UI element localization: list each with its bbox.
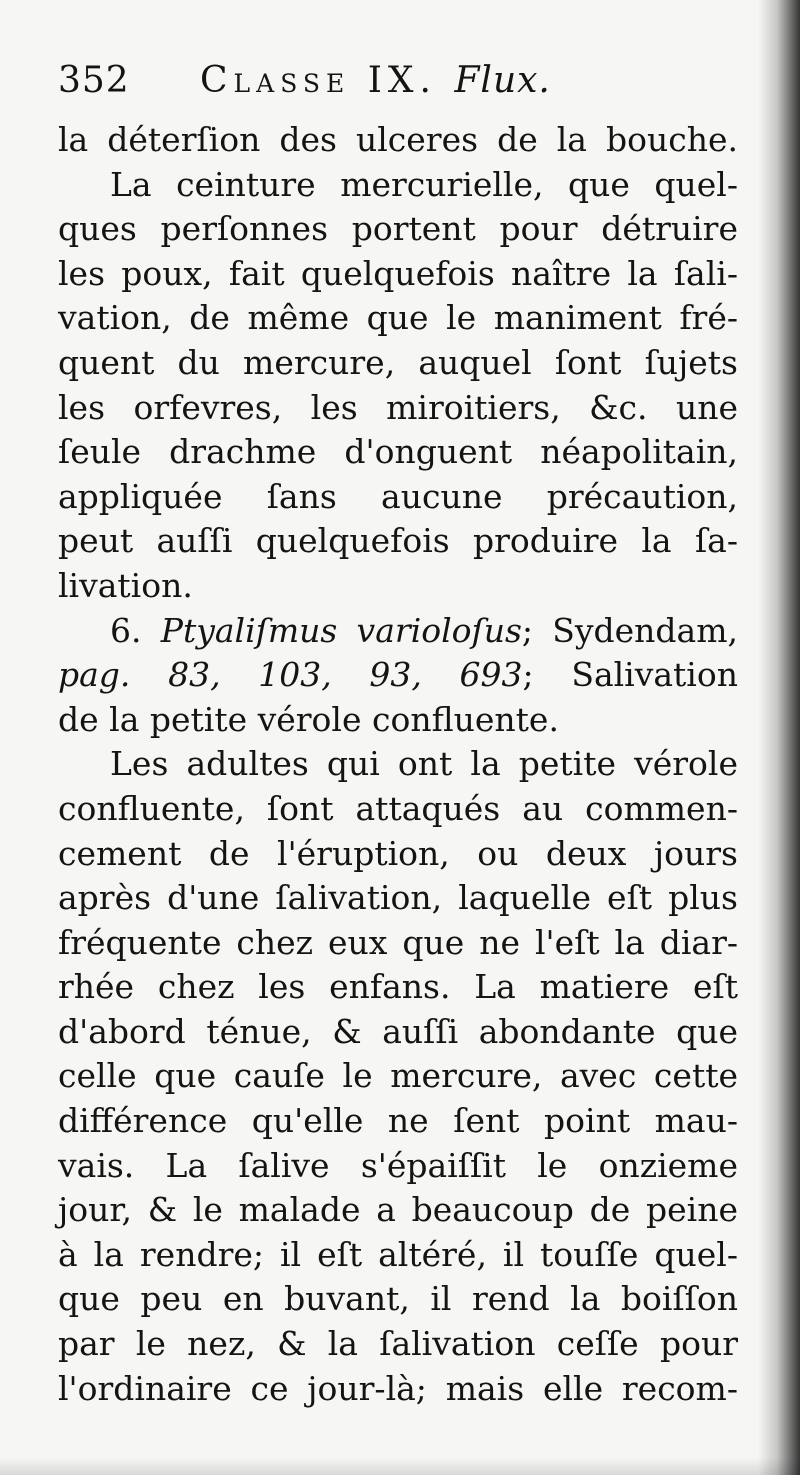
text-line: jour, & le malade a beaucoup de peine — [58, 1190, 738, 1230]
species-heading — [58, 609, 738, 654]
text-line: celle que cauſe le mercure, avec cette — [58, 1056, 738, 1096]
text-line: différence qu'elle ne ſent point mau- — [58, 1101, 738, 1141]
text-line: confluente, ſont attaqués au commen- — [58, 788, 738, 828]
text-line: La ceinture mercurielle, que quel- — [110, 164, 738, 204]
page-number: 352 — [58, 60, 130, 101]
species-reference — [58, 653, 738, 698]
text-line: livation. — [58, 565, 193, 605]
page-references: pag. 83, 103, 93, 693 — [58, 655, 523, 695]
text-line: l'ordinaire ce jour-là; mais elle recom- — [58, 1368, 738, 1408]
text-line: à la rendre; il eſt altéré, il touſſe quel- — [58, 1234, 738, 1274]
text-line: appliquée ſans aucune précaution, — [58, 476, 738, 516]
text-line: ques perſonnes portent pour détruire — [58, 209, 738, 249]
species-author: ; Sydendam, — [521, 610, 738, 650]
text-line: peut auſſi quelquefois produire la ſa- — [58, 521, 738, 561]
text-line: ſeule drachme d'onguent néapolitain, — [58, 432, 738, 472]
body-text — [58, 118, 738, 1411]
text-line: après d'une ſalivation, laquelle eſt plus — [58, 878, 738, 918]
species-latin-name: Ptyaliſmus varioloſus — [160, 610, 522, 650]
text-line: les orfevres, les miroitiers, &c. une — [58, 387, 738, 427]
text-line: que peu en buvant, il rend la boiſſon — [58, 1279, 738, 1319]
text-line: la déterſion des ulceres de la bouche. — [58, 120, 738, 159]
text-line: par le nez, & la ſalivation ceſſe pour — [58, 1324, 738, 1364]
text-line: fréquente chez eux que ne l'eſt la diar- — [58, 922, 738, 962]
text-line: d'abord ténue, & auſſi abondante que — [58, 1011, 738, 1051]
text-line: vation, de même que le maniment fré- — [58, 298, 738, 338]
text-line: Les adultes qui ont la petite vérole — [110, 744, 738, 784]
text-line: quent du mercure, auquel ſont ſujets — [58, 342, 738, 382]
text-line: rhée chez les enfans. La matiere eſt — [58, 967, 738, 1007]
class-label: Classe IX. — [200, 60, 437, 101]
running-header — [58, 50, 738, 110]
species-number: 6. — [110, 610, 142, 650]
scan-bottom-shadow — [0, 1457, 800, 1475]
text-line: cement de l'éruption, ou deux jours — [58, 833, 738, 873]
text-line: de la petite vérole confluente. — [58, 699, 559, 739]
text-line: vais. La ſalive s'épaiſſit le onzieme — [58, 1145, 738, 1185]
section-label: Flux. — [454, 60, 551, 101]
species-common-name: ; Salivation — [522, 655, 738, 695]
running-title — [200, 60, 551, 101]
text-line: les poux, fait quelquefois naître la ſali- — [58, 253, 738, 293]
scan-edge-shadow — [758, 0, 800, 1475]
